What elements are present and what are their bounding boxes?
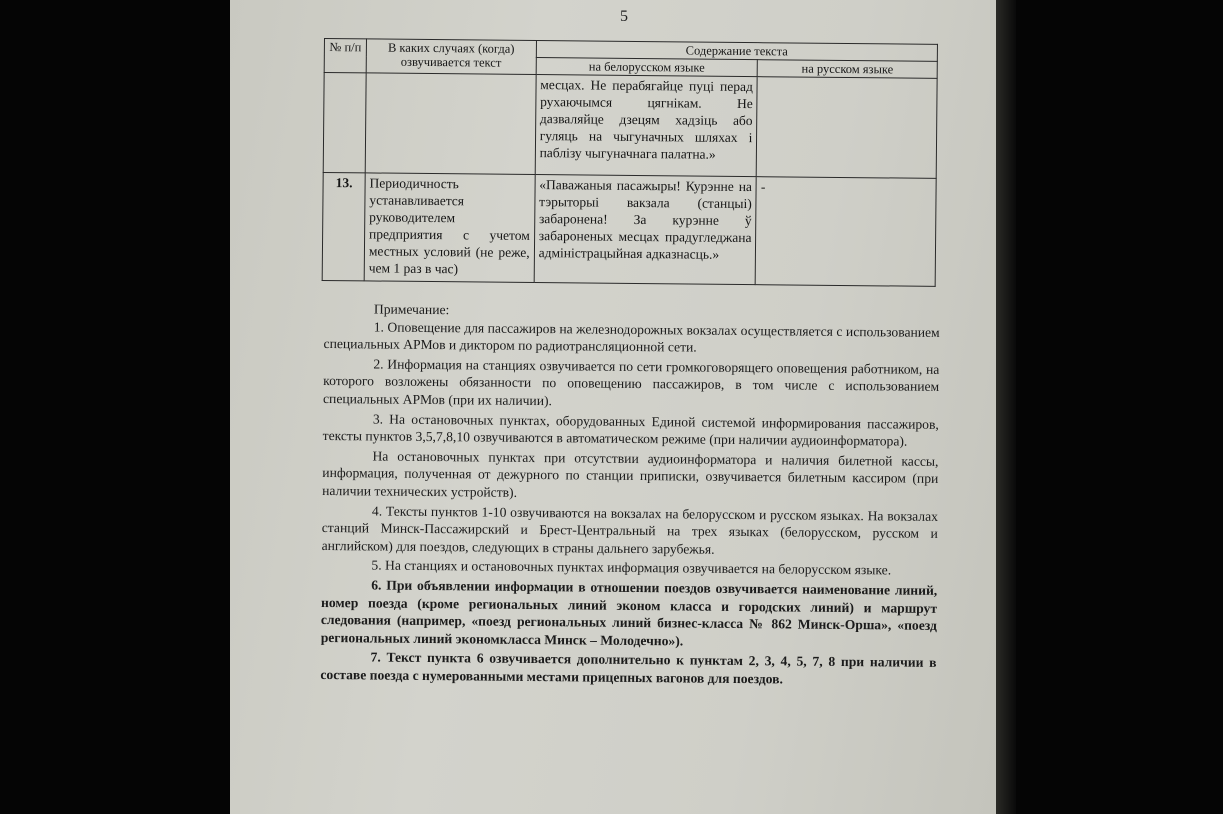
header-num: № п/п (324, 39, 366, 73)
note-item: 1. Оповещение для пассажиров на железнодорожных вокзалах осуществляется с использованием специальных АРМов и диктором по радиотрансляционной сети. (323, 319, 940, 355)
row-when (365, 73, 536, 175)
note-item: 2. Информация на станциях озвучивается по сети громкоговорящего оповещения работником, на которого возложены обязанности по оповещению пассажиров, в том числе с использованием специальных АРМов (при их наличии). (322, 356, 940, 409)
note-item: 7. Текст пункта 6 озвучивается дополнительно к пунктам 2, 3, 4, 5, 7, 8 при наличии в составе поезда с нумерованными местами прицепных вагонов для поездов. (320, 649, 937, 687)
row-when: Периодичность устанавливается руководителем предприятия с учетом местных условий (не реже, чем 1 раз в час) (364, 173, 535, 283)
row-russian: - (756, 177, 937, 287)
notes-section (320, 300, 940, 689)
note-item: На остановочных пунктах при отсутствии аудиоинформатора и наличия билетной кассы, информация, полученная от дежурного по станции приписки, озвучивается билетным кассиром (при наличии технических устройств). (322, 448, 939, 500)
note-item: 3. На остановочных пунктах, оборудованных Единой системой информирования пассажиров, тексты пунктов 3,5,7,8,10 озвучиваются в автоматическом режиме (при наличии аудиоинформатора). (322, 411, 939, 449)
header-when: В каких случаях (когда) озвучивается текст (366, 39, 536, 75)
row-belarusian: «Паважаныя пасажыры! Курэнне на тэрыторыі вакзала (станцыі) забаронена! За курэнне ў забароненых месцах прадугледжана адміністрацыйная адказнасць.» (534, 175, 757, 285)
page-number: 5 (620, 8, 628, 25)
header-content: Содержание текста (536, 41, 937, 62)
header-russian: на русском языке (758, 60, 938, 79)
document-page (230, 0, 996, 814)
row-belarusian: месцах. Не перабягайце пуці перад рухаючымся цягнікам. Не дазваляйце дзецям хадзіць або гуляць на чыгуначных шляхах і паблізу чыгуначнага палатна.» (535, 75, 758, 177)
announcement-table (322, 38, 938, 287)
row-russian (757, 77, 938, 179)
note-item: 5. На станциях и остановочных пунктах информация озвучивается на белорусском языке. (371, 557, 892, 578)
row-num (323, 73, 366, 173)
note-item: 6. При объявлении информации в отношении поездов озвучивается наименование линий, номер поезда (кроме региональных линий эконом класса и городских линий) и маршрут следования (например, «поезд региональных линий бизнес-класса № 862 Минск-Орша», «поезд региональных линий экономкласса Минск – Молодечно»). (320, 577, 938, 649)
notes-heading: Примечание: (373, 301, 450, 318)
row-num: 13. (322, 172, 365, 280)
table-row (323, 73, 937, 179)
header-belarusian: на белорусском языке (536, 58, 758, 77)
photo-edge-shadow (996, 0, 1016, 814)
note-item: 4. Тексты пунктов 1-10 озвучиваются на вокзалах на белорусском и русском языках. На вокзалах станций Минск-Пассажирский и Брест-Центральный на трех языках (белорусском, русском и английском) для поездов, следующих в страны дальнего зарубежья. (321, 503, 939, 557)
table-row (322, 172, 936, 286)
